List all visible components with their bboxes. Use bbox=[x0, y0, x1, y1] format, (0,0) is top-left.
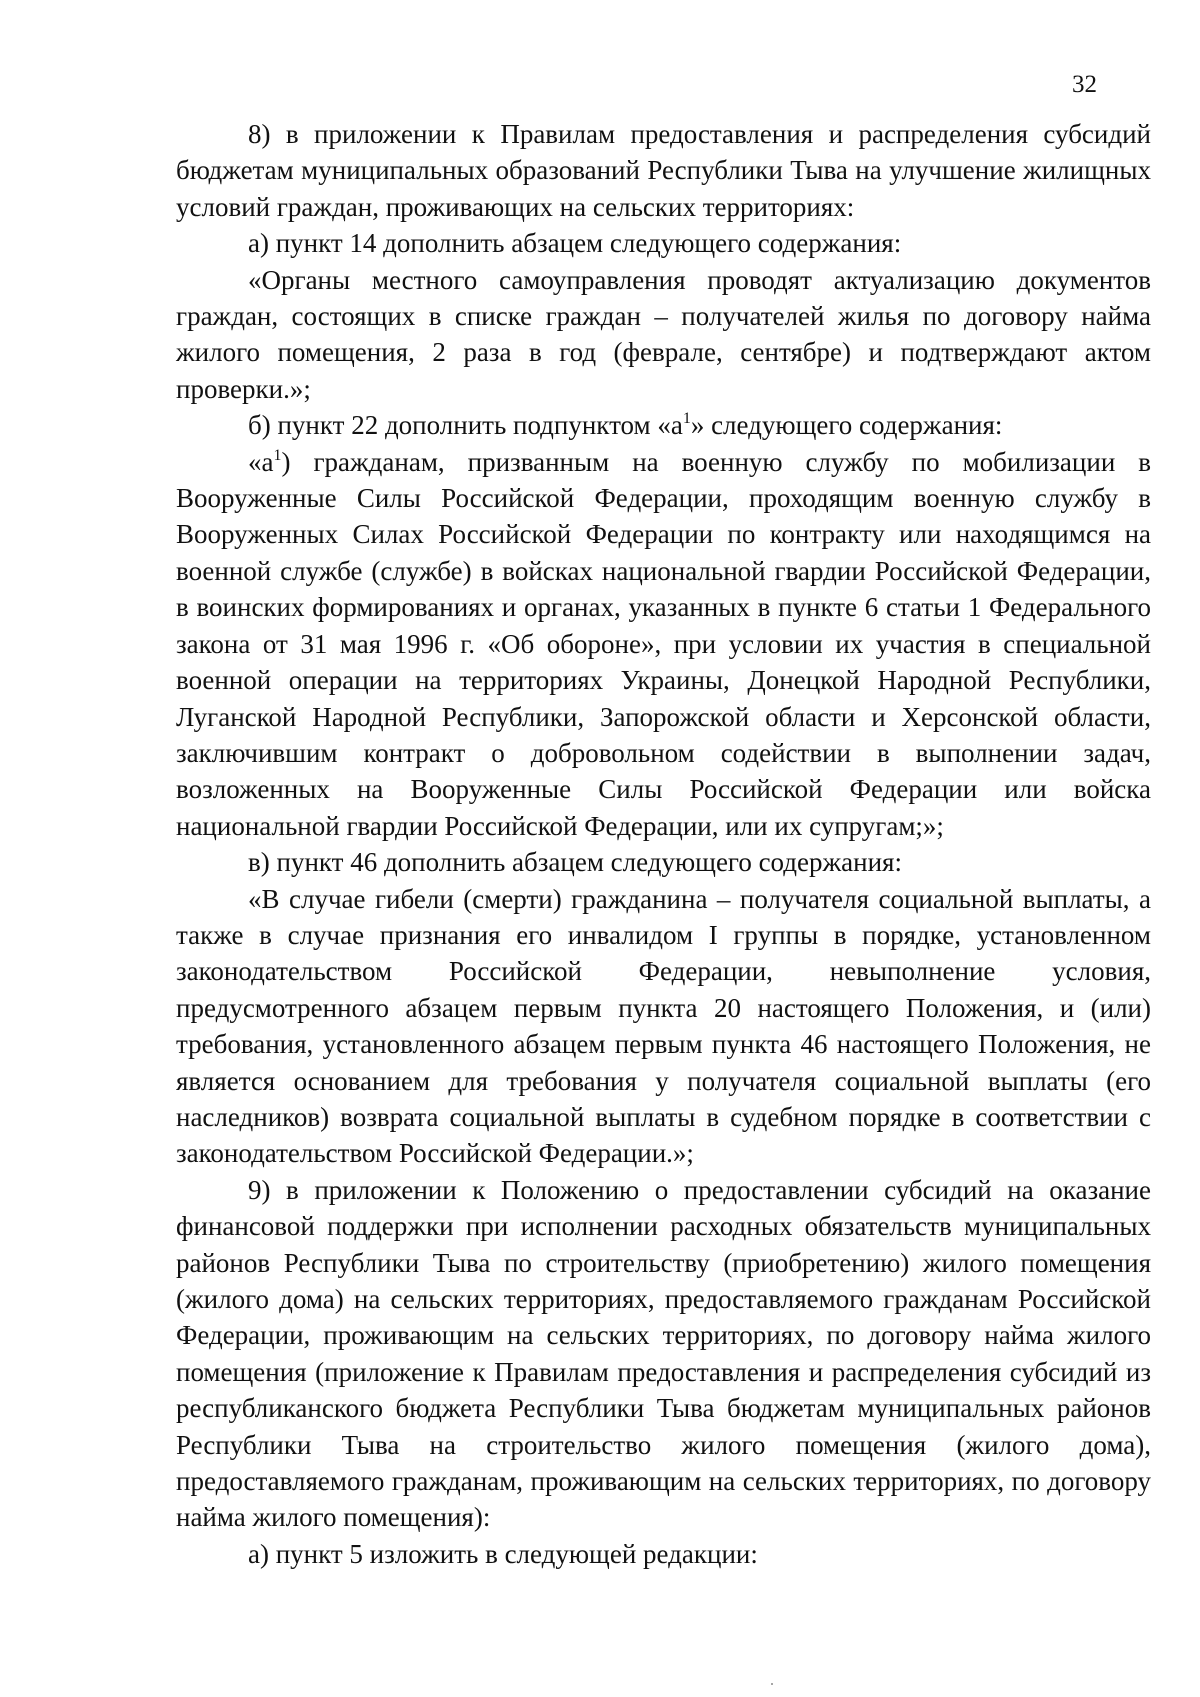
paragraph-subitem-a-point-14: а) пункт 14 дополнить абзацем следующего содержания: bbox=[248, 228, 902, 259]
scan-speck bbox=[771, 1683, 773, 1685]
paragraph-text: » следующего содержания: bbox=[690, 410, 1003, 441]
paragraph-quote-a1-mobilized bbox=[176, 444, 1151, 844]
paragraph-item-9: 9) в приложении к Положению о предоставлении субсидий на оказание финансовой поддержки при исполнении расходных обязательств муниципальных районов Республики Тыва по строительству (приобретению) жилого помещения (жилого дома) на сельских территориях, предоставляемого гражданам Российской Федерации, проживающим на сельских территориях, по договору найма жилого помещения (приложение к Правилам предоставления и распределения субсидий из республиканского бюджета Республики Тыва бюджетам муниципальных районов Республики Тыва на строительство жилого помещения (жилого дома), предоставляемого гражданам, проживающим на сельских территориях, по договору найма жилого помещения): bbox=[176, 1174, 1151, 1533]
paragraph-text: б) пункт 22 дополнить подпунктом «а bbox=[248, 410, 683, 441]
paragraph-text: ) гражданам, призванным на военную службу по мобилизации в Вооруженные Силы Российской Федерации, проходящим военную службу в Вооруженных Силах Российской Федерации по контракту или находящимся на военной службе (службе) в войсках национальной гвардии Российской Федерации, в воинских формированиях и органах, указанных в пункте 6 статьи 1 Федерального закона от 31 мая 1996 г. «Об обороне», при условии их участия в специальной военной операции на территориях Украины, Донецкой Народной Республики, Луганской Народной Республики, Запорожской области и Херсонской области, заключившим контракт о добровольном содействии в выполнении задач, возложенных на Вооруженные Силы Российской Федерации или войска национальной гвардии Российской Федерации, или их супругам;»; bbox=[176, 446, 1151, 841]
paragraph-item-8: 8) в приложении к Правилам предоставления и распределения субсидий бюджетам муниципальных образований Республики Тыва на улучшение жилищных условий граждан, проживающих на сельских территориях: bbox=[176, 119, 1151, 222]
paragraph-text: «а bbox=[248, 446, 274, 477]
superscript-one: 1 bbox=[273, 446, 282, 464]
paragraph-quote-actualization: «Органы местного самоуправления проводят актуализацию документов граждан, состоящих в списке граждан – получателей жилья по договору найма жилого помещения, 2 раза в год (феврале, сентябре) и подтверждают актом проверки.»; bbox=[176, 264, 1151, 404]
document-body bbox=[176, 116, 1151, 1572]
paragraph-subitem-v-point-46: в) пункт 46 дополнить абзацем следующего содержания: bbox=[248, 847, 902, 878]
page-number: 32 bbox=[1072, 71, 1097, 98]
paragraph-quote-death-case: «В случае гибели (смерти) гражданина – получателя социальной выплаты, а также в случае признания его инвалидом I группы в порядке, установленном законодательством Российской Федерации, невыполнение условия, предусмотренного абзацем первым пункта 20 настоящего Положения, и (или) требования, установленного абзацем первым пункта 46 настоящего Положения, не является основанием для требования у получателя социальной выплаты (его наследников) возврата социальной выплаты в судебном порядке в соответствии с законодательством Российской Федерации.»; bbox=[176, 883, 1151, 1169]
superscript-one: 1 bbox=[682, 410, 691, 428]
paragraph-subitem-b-point-22 bbox=[176, 407, 1151, 443]
paragraph-subitem-a-point-5: а) пункт 5 изложить в следующей редакции: bbox=[248, 1538, 758, 1569]
